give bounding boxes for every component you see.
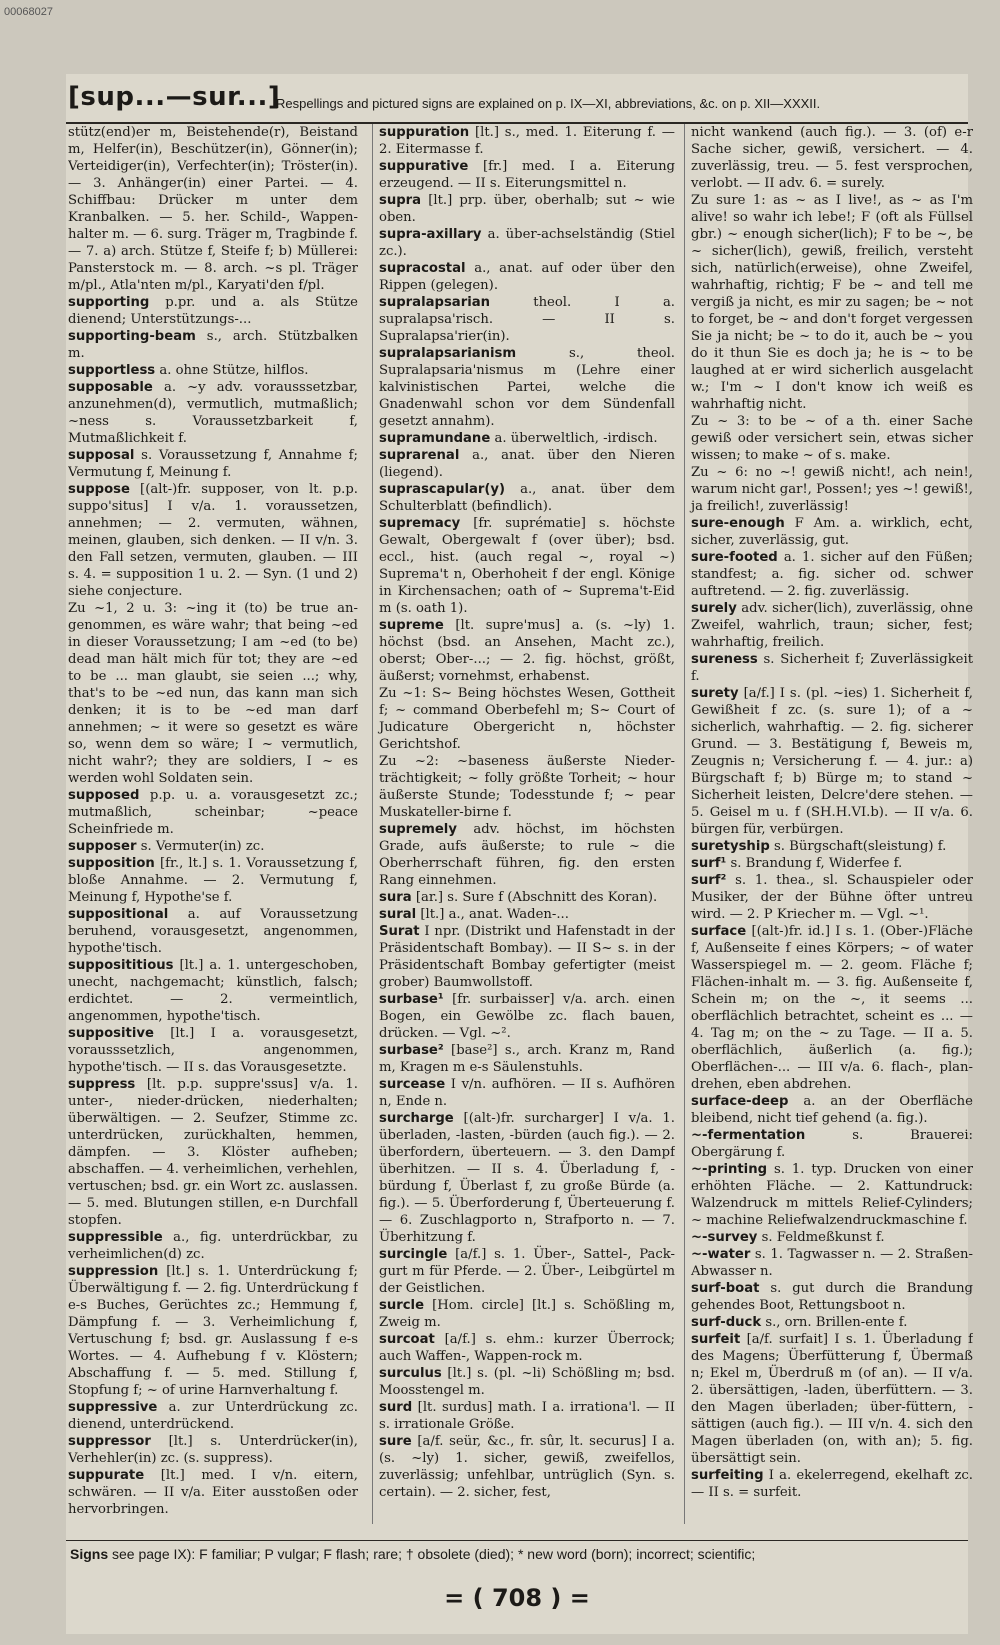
dictionary-entry [691, 1229, 973, 1246]
dictionary-entry [68, 1433, 358, 1467]
entry-text: [lt.] s. 1. Unterdrückung f; Überwältigung f. — 2. fig. Unterdrückung f e-s Buches, Gerüchtes zc.; Hemmung f, Dämpfung f. — 3. Verheimlichung f, Vertuschung f; bsd. gr. Auslassung f e-s Wortes. — 4. Aufhebung f v. Klöstern; Abschaffung f. — 5. med. Stillung f, Stopfung f; ~ of urine Harnverhaltung f. [68, 1264, 358, 1398]
dictionary-entry [691, 1093, 973, 1127]
headword: sure-footed [691, 550, 778, 565]
headword: sura [379, 890, 412, 905]
scan-id: 00068027 [4, 6, 53, 18]
entry-text: Zu sure 1: as ~ as I live!, as ~ as I'm alive! so wahr ich lebe!; F (oft als Füllsel gbr.) ~ enough sicher(lich); F to be ~, be ~ sicher(lich), gewiß, freilich, versteht sich, natürlich(erweise), ohne Zweifel, wahrhaftig, richtig; F be ~ and tell me vergiß ja nicht, es mir zu sagen; be ~ not to forget, be ~ and don't forget vergessen Sie ja nicht; be ~ to do it, auch be ~ you do it thun Sie es doch ja; he is ~ to be laughed at er wird sicherlich ausgelacht w.; I'm ~ I don't know ich weiß es wahrhaftig nicht. [691, 193, 973, 412]
headword: ~-water [691, 1247, 751, 1262]
dictionary-entry [68, 838, 358, 855]
signs-text: see page IX): F familiar; P vulgar; F flash; rare; † obsolete (died); * new word (born); incorrect; scientific; [112, 1546, 756, 1562]
headword: ~-printing [691, 1162, 768, 1177]
headword: suppuration [379, 125, 470, 140]
header-note: Respellings and pictured signs are explained on p. IX—XI, abbreviations, &c. on p. XII—XXXII. [276, 96, 821, 111]
dictionary-entry [379, 260, 675, 294]
entry-text: [ar.] s. Sure f (Abschnitt des Koran). [415, 890, 658, 905]
headword: sure-enough [691, 516, 785, 531]
column-2 [372, 124, 675, 1524]
dictionary-entry [379, 1399, 675, 1433]
dictionary-entry [691, 1127, 973, 1161]
entry-text: [lt. supre'mus] a. (s. ~ly) 1. höchst (bsd. an Ansehen, Macht zc.), oberst; Ober-...; — 2. fig. höchst, größt, äußerst; vornehmst, erhabenst. [379, 618, 675, 684]
dictionary-entry [379, 1042, 675, 1076]
headword: surcease [379, 1077, 446, 1092]
entry-text: s. Voraussetzung f, Annahme f; Vermutung f, Meinung f. [68, 448, 358, 480]
dictionary-entry [379, 345, 675, 430]
entry-text: s. Vermuter(in) zc. [140, 839, 265, 854]
dictionary-entry [379, 923, 675, 991]
dictionary-entry [68, 379, 358, 447]
dictionary-entry [691, 685, 973, 838]
headword: ~-fermentation [691, 1128, 806, 1143]
dictionary-entry [691, 192, 973, 413]
headword-range: [sup...—sur...] [68, 82, 281, 112]
dictionary-entry [379, 1365, 675, 1399]
entry-text: [Hom. circle] [lt.] s. Schößling m, Zweig m. [379, 1298, 675, 1330]
entry-text: theol. I a. supralapsa'risch. — II s. Supralapsa'rier(in). [379, 295, 675, 344]
entry-text: a. auf Voraussetzung beruhend, vorausgesetzt, angenommen, hypothe'tisch. [68, 907, 358, 956]
entry-text: a. zur Unterdrückung zc. dienend, unterdrückend. [68, 1400, 358, 1432]
entry-text: Zu ~2: ~baseness äußerste Niederträchtigkeit; ~ folly größte Torheit; ~ hour äußerste Stunde; Todesstunde f; ~ pear Muskateller-birne f. [379, 754, 675, 820]
headword: surf-duck [691, 1315, 762, 1330]
dictionary-entry [691, 855, 973, 872]
entry-text: a. ohne Stütze, hilflos. [159, 363, 309, 378]
entry-text: a. überweltlich, -irdisch. [494, 431, 658, 446]
dictionary-entry [68, 124, 358, 294]
dictionary-entry [379, 481, 675, 515]
entry-text: [(alt-)fr. surcharger] I v/a. 1. überladen, -lasten, -bürden (auch fig.). — 2. überfordern, überteuern. — 3. den Dampf überhitzen. — II s. 4. Überladung f, -bürdung f, Überlast f, zu große Bürde (a. fig.). — 5. Überforderung f, Überteuerung f. — 6. Zuschlagporto n, Strafporto n. — 7. Überhitzung f. [379, 1111, 675, 1245]
dictionary-entry [68, 957, 358, 1025]
dictionary-entry [691, 872, 973, 923]
dictionary-entry [379, 158, 675, 192]
headword: suppurative [379, 159, 469, 174]
headword: supremely [379, 822, 457, 837]
headword: surf² [691, 873, 727, 888]
entry-text: [fr., lt.] s. 1. Voraussetzung f, bloße Annahme. — 2. Vermutung f, Meinung f, Hypothe'se f. [68, 856, 358, 905]
headword: supportless [68, 363, 156, 378]
dictionary-entry [379, 906, 675, 923]
entry-text: s. Brauerei: Obergärung f. [691, 1128, 973, 1160]
entry-text: F Am. a. wirklich, echt, sicher, zuverlässig, gut. [691, 516, 973, 548]
headword: surface-deep [691, 1094, 789, 1109]
page-header [66, 82, 968, 124]
dictionary-entry [68, 362, 358, 379]
entry-text: [lt. surdus] math. I a. irrationa'l. — II s. irrationale Größe. [379, 1400, 675, 1432]
headword: surcingle [379, 1247, 448, 1262]
headword: supposititious [68, 958, 174, 973]
entry-text: [fr. surbaisser] v/a. arch. einen Bogen, ein Gewölbe zc. flach bauen, drücken. — Vgl. ~². [379, 992, 675, 1041]
headword: surcle [379, 1298, 425, 1313]
dictionary-entry [691, 464, 973, 515]
headword: surcoat [379, 1332, 435, 1347]
headword: sural [379, 907, 417, 922]
dictionary-entry [691, 124, 973, 192]
headword: surfeit [691, 1332, 741, 1347]
entry-text: adv. sicher(lich), zuverlässig, ohne Zweifel, wahrlich, traun; sicher, fest; wahrhaftig, freilich. [691, 601, 973, 650]
headword: supra [379, 193, 422, 208]
entry-text: s., orn. Brillen-ente f. [765, 1315, 908, 1330]
headword: supremacy [379, 516, 461, 531]
entry-text: s. Sicherheit f; Zuverlässigkeit f. [691, 652, 973, 684]
headword: suppose [68, 482, 130, 497]
headword: supralapsarian [379, 295, 490, 310]
headword: supralapsarianism [379, 346, 517, 361]
entry-text: a. an der Oberfläche bleibend, nicht tief gehend (a. fig.). [691, 1094, 973, 1126]
entry-text: [(alt-)fr. supposer, von lt. p.p. suppo'situs] I v/a. 1. voraussetzen, annehmen; — 2. vermuten, wähnen, meinen, glauben, sich denken. — II v/n. 3. den Fall setzen, vermuten, glauben. — III s. 4. = supposition 1 u. 2. — Syn. (1 und 2) siehe conjecture. [68, 482, 358, 599]
headword: surf-boat [691, 1281, 760, 1296]
dictionary-entry [379, 1297, 675, 1331]
dictionary-entry [691, 413, 973, 464]
dictionary-page [66, 74, 973, 1634]
headword: surface [691, 924, 747, 939]
entry-text: s. 1. thea., sl. Schauspieler oder Musiker, der der Bühne öfter untreu wird. — 2. P Kriecher m. — Vgl. ~¹. [691, 873, 973, 922]
dictionary-entry [691, 1161, 973, 1229]
dictionary-entry [68, 1263, 358, 1399]
dictionary-entry [379, 515, 675, 617]
entry-text: [lt.] a., anat. Waden-... [420, 907, 569, 922]
headword: supporting [68, 295, 150, 310]
column-1 [68, 124, 358, 1524]
entry-text: s. gut durch die Brandung gehendes Boot, Rettungsboot n. [691, 1281, 973, 1313]
entry-text: nicht wankend (auch fig.). — 3. (of) e-r Sache sicher, gewiß, versichert. — 4. zuverlässig, treu. — 5. fest versprochen, verlobt. — II adv. 6. = surely. [691, 125, 973, 191]
headword: supramundane [379, 431, 491, 446]
entry-text: Zu ~1, 2 u. 3: ~ing it (to) be true angenommen, es wäre wahr; that being ~ed in dieser Voraussetzung; I am ~ed (to be) dead man hält mich für tot; they are ~ed to be ... man glaubt, sie seien ...; why, that's to be ~ed nun, das kann man sich denken; it is to be ~ed man darf annehmen; ~ it were so gesetzt es wäre so, wenn dem so wäre; I ~ vermutlich, nicht wahr?; they are soldiers, I ~ es werden wohl Soldaten sein. [68, 601, 358, 786]
dictionary-entry [379, 1433, 675, 1501]
entry-text: [fr. suprématie] s. höchste Gewalt, Obergewalt f (over über); bsd. eccl., hist. (auch regal ~, royal ~) Suprema't n, Oberhoheit f der engl. Könige in Kirchensachen; oath of ~ Suprema't-Eid m (s. oath 1). [379, 516, 675, 616]
entry-text: [lt.] med. I v/n. eitern, schwären. — II v/a. Eiter ausstoßen oder hervorbringen. [68, 1468, 358, 1517]
headword: suppressive [68, 1400, 158, 1415]
dictionary-entry [691, 515, 973, 549]
dictionary-entry [68, 328, 358, 362]
headword: suppressor [68, 1434, 151, 1449]
entry-text: a. ~y adv. vorausssetzbar, anzunehmen(d), vermutlich, mutmaßlich; ~ness s. Voraussetzbarkeit f, Mutmaßlichkeit f. [68, 380, 358, 446]
dictionary-entry [68, 294, 358, 328]
entry-text: a. 1. sicher auf den Füßen; standfest; a. fig. sicher od. schwer auftretend. — 2. fig. zuverlässig. [691, 550, 973, 599]
headword: surely [691, 601, 737, 616]
headword: suppositional [68, 907, 169, 922]
headword: suppress [68, 1077, 136, 1092]
dictionary-entry [379, 889, 675, 906]
headword: supposition [68, 856, 155, 871]
headword: supposer [68, 839, 137, 854]
entry-text: a., anat. über den Nieren (liegend). [379, 448, 675, 480]
dictionary-entry [379, 991, 675, 1042]
dictionary-entry [379, 226, 675, 260]
entry-text: [lt.] s. (pl. ~li) Schößling m; bsd. Moosstengel m. [379, 1366, 675, 1398]
dictionary-entry [691, 838, 973, 855]
entry-text: adv. höchst, im höchsten Grade, aufs äußerste; to rule ~ die Oberherrschaft führen, fig. den ersten Rang einnehmen. [379, 822, 675, 888]
entry-text: [lt.] I a. vorausgesetzt, vorausssetzlich, angenommen, hypothe'tisch. — II s. das Vorausgesetzte. [68, 1026, 358, 1075]
entry-text: [fr.] med. I a. Eiterung erzeugend. — II s. Eiterungsmittel n. [379, 159, 675, 191]
headword: supra-axillary [379, 227, 482, 242]
signs-label: Signs [70, 1546, 109, 1562]
headword: suretyship [691, 839, 770, 854]
entry-text: [lt.] a. 1. untergeschoben, unecht, nachgemacht; künstlich, falsch; erdichtet. — 2. vermeintlich, angenommen, hypothe'tisch. [68, 958, 358, 1024]
column-3 [684, 124, 973, 1524]
entry-text: [a/f.] s. 1. Über-, Sattel-, Pack-gurt m für Pferde. — 2. Über-, Leibgürtel m der Geistlichen. [379, 1247, 675, 1296]
headword: sureness [691, 652, 758, 667]
dictionary-entry [68, 1229, 358, 1263]
dictionary-entry [68, 447, 358, 481]
dictionary-entry [379, 294, 675, 345]
entry-text: s. Feldmeßkunst f. [761, 1230, 885, 1245]
dictionary-entry [68, 855, 358, 906]
headword: suppression [68, 1264, 159, 1279]
dictionary-entry [379, 1110, 675, 1246]
entry-text: [lt.] prp. über, oberhalb; sut ~ wie oben. [379, 193, 675, 225]
dictionary-entry [379, 617, 675, 685]
entry-text: p.p. u. a. vorausgesetzt zc.; mutmaßlich, scheinbar; ~peace Scheinfriede m. [68, 788, 358, 837]
dictionary-entry [379, 1076, 675, 1110]
entry-text: [a/f. seür, &c., fr. sûr, lt. securus] I a. (s. ~ly) 1. sicher, gewiß, zweifellos, zuverlässig; unfehlbar, untrüglich (Syn. s. certain). — 2. sicher, fest, [379, 1434, 675, 1500]
dictionary-entry [691, 600, 973, 651]
entry-text: Zu ~ 3: to be ~ of a th. einer Sache gewiß oder versichert sein, etwas sicher wissen; to make ~ of s. make. [691, 414, 973, 463]
entry-text: s. 1. Tagwasser n. — 2. Straßen-Abwasser n. [691, 1247, 973, 1279]
dictionary-entry [691, 549, 973, 600]
dictionary-entry [379, 124, 675, 158]
headword: surculus [379, 1366, 442, 1381]
headword: supposable [68, 380, 153, 395]
dictionary-entry [68, 1467, 358, 1518]
headword: surbase² [379, 1043, 444, 1058]
dictionary-entry [68, 481, 358, 600]
entry-text: a. über-achselständig (Stiel zc.). [379, 227, 675, 259]
entry-text: Zu ~1: S~ Being höchstes Wesen, Gottheit f; ~ command Oberbefehl m; S~ Court of Judicature Obergericht n, höchster Gerichtshof. [379, 686, 675, 752]
dictionary-entry [68, 600, 358, 787]
headword: sure [379, 1434, 412, 1449]
headword: suprarenal [379, 448, 460, 463]
headword: surbase¹ [379, 992, 444, 1007]
entry-text: [lt.] s., med. 1. Eiterung f. — 2. Eitermasse f. [379, 125, 675, 157]
dictionary-entry [379, 430, 675, 447]
entry-text: s., theol. Supralapsaria'nismus m (Lehre einer kalvinistischen Partei, welche die Gnadenwahl schon vor dem Sündenfall gesetzt annahm). [379, 346, 675, 429]
entry-text: a., anat. über dem Schulterblatt (befindlich). [379, 482, 675, 514]
headword: surety [691, 686, 739, 701]
entry-text: s. 1. typ. Drucken von einer erhöhten Fläche. — 2. Kattundruck: Walzendruck m mittels Relief-Cylinders; ~ machine Reliefwalzendruckmaschine f. [691, 1162, 973, 1228]
footer-rule [66, 1540, 968, 1541]
headword: surcharge [379, 1111, 454, 1126]
dictionary-entry [68, 1399, 358, 1433]
entry-text: s., arch. Stützbalken m. [68, 329, 358, 361]
dictionary-entry [68, 787, 358, 838]
entry-text: a., anat. auf oder über den Rippen (gelegen). [379, 261, 675, 293]
dictionary-entry [68, 1076, 358, 1229]
headword: Surat [379, 924, 420, 939]
dictionary-entry [691, 1314, 973, 1331]
headword: supracostal [379, 261, 466, 276]
entry-text: [a/f.] I s. (pl. ~ies) 1. Sicherheit f, Gewißheit f zc. (s. sure 1); of a ~ sicherlich, wahrhaftig. — 2. fig. sicherer Grund. — 3. Bestätigung f, Beweis m, Zeugnis n; Versicherung f. — 4. jur.: a) Bürgschaft f; b) Bürge m; to stand ~ Sicherheit leisten, Delcre'dere stehen. — 5. Geisel m u. f (SH.H.VI.b). — II v/a. 6. bürgen für, verbürgen. [691, 686, 973, 837]
entry-text: I v/n. aufhören. — II s. Aufhören n, Ende n. [379, 1077, 675, 1109]
headword: surd [379, 1400, 413, 1415]
entry-text: a., fig. unterdrückbar, zu verheimlichen(d) zc. [68, 1230, 358, 1262]
dictionary-entry [379, 753, 675, 821]
headword: suprascapular(y) [379, 482, 506, 497]
entry-text: [a/f.] s. ehm.: kurzer Überrock; auch Waffen-, Wappen-rock m. [379, 1332, 675, 1364]
entry-text: [a/f. surfait] I s. 1. Überladung f des Magens; Überfütterung f, Übermaß n; Ekel m, Überdruß m (of an). — II v/a. 2. übersättigen, -laden, überfüttern. — 3. den Magen überladen; über-füttern, -sättigen (auch fig.). — III v/n. 4. sich den Magen überladen (on, with an); 5. fig. übersättigt sein. [691, 1332, 973, 1466]
dictionary-entry [691, 1467, 973, 1501]
headword: surfeiting [691, 1468, 764, 1483]
headword: supreme [379, 618, 444, 633]
dictionary-entry [68, 1025, 358, 1076]
headword: supposal [68, 448, 135, 463]
entry-text: [(alt-)fr. id.] I s. 1. (Ober-)Fläche f, Außenseite f eines Körpers; ~ of water Wasserspiegel m. — 2. geom. Fläche f; Flächen-inhalt m. — 3. fig. Außenseite f, Schein m; on the ~, it seems ... oberflächlich betrachtet, scheint es ... — 4. Tag m; on the ~ zu Tage. — II a. 5. oberflächlich, äußerlich (a. fig.); Oberflächen-... — III v/a. 6. flach-, plan-drehen, eben abdrehen. [691, 924, 973, 1092]
headword: suppressible [68, 1230, 163, 1245]
headword: supporting-beam [68, 329, 196, 344]
dictionary-entry [379, 1246, 675, 1297]
page-number: = ( 708 ) = [444, 1584, 590, 1612]
entry-text: Zu ~ 6: no ~! gewiß nicht!, ach nein!, warum nicht gar!, Possen!; yes ~! gewiß!, ja freilich!, zuverlässig! [691, 465, 973, 514]
dictionary-entry [68, 906, 358, 957]
entry-text: stütz(end)er m, Beistehende(r), Beistand m, Helfer(in), Beschützer(in), Gönner(in); Verteidiger(in), Verfechter(in); Tröster(in). — 3. Anhänger(in) einer Partei. — 4. Schiffbau: Drücker m unter dem Kranbalken. — 5. her. Schild-, Wappen-halter m. — 6. surg. Träger m, Tragbinde f. — 7. a) arch. Stütze f, Steife f; b) Müllerei: Pansterstock m. — 8. arch. ~s pl. Träger m/pl., Atla'nten m/pl., Karyati'den f/pl. [68, 125, 358, 293]
dictionary-entry [379, 821, 675, 889]
headword: suppurate [68, 1468, 145, 1483]
entry-text: p.pr. und a. als Stütze dienend; Unterstützungs-... [68, 295, 358, 327]
signs-legend [70, 1546, 966, 1562]
entry-text: I npr. (Distrikt und Hafenstadt in der Präsidentschaft Bombay). — II S~ s. in der Präsidentschaft Bombay gefertigter (meist grober) Baumwollstoff. [379, 924, 675, 990]
entry-text: [lt. p.p. suppre'ssus] v/a. 1. unter-, nieder-drücken, niederhalten; überwältigen. — 2. Seufzer, Stimme zc. unterdrücken, zurückhalten, hemmen, dämpfen. — 3. Klöster aufheben; abschaffen. — 4. verheimlichen, verhehlen, vertuschen; bsd. gr. ein Wort zc. auslassen. — 5. med. Blutungen stillen, e-n Durchfall stopfen. [68, 1077, 358, 1228]
dictionary-entry [379, 1331, 675, 1365]
headword: suppositive [68, 1026, 154, 1041]
dictionary-entry [379, 192, 675, 226]
dictionary-entry [691, 1246, 973, 1280]
headword: ~-survey [691, 1230, 758, 1245]
headword: supposed [68, 788, 140, 803]
dictionary-entry [691, 651, 973, 685]
dictionary-entry [379, 685, 675, 753]
dictionary-entry [379, 447, 675, 481]
entry-text: I a. ekelerregend, ekelhaft zc. — II s. = surfeit. [691, 1468, 973, 1500]
dictionary-entry [691, 1331, 973, 1467]
dictionary-entry [691, 1280, 973, 1314]
dictionary-entry [691, 923, 973, 1093]
entry-text: s. Brandung f, Widerfee f. [730, 856, 903, 871]
entry-text: [lt.] s. Unterdrücker(in), Verhehler(in) zc. (s. suppress). [68, 1434, 358, 1466]
entry-text: s. Bürgschaft(sleistung) f. [774, 839, 947, 854]
headword: surf¹ [691, 856, 727, 871]
entry-text: [base²] s., arch. Kranz m, Rand m, Kragen m e-s Säulenstuhls. [379, 1043, 675, 1075]
